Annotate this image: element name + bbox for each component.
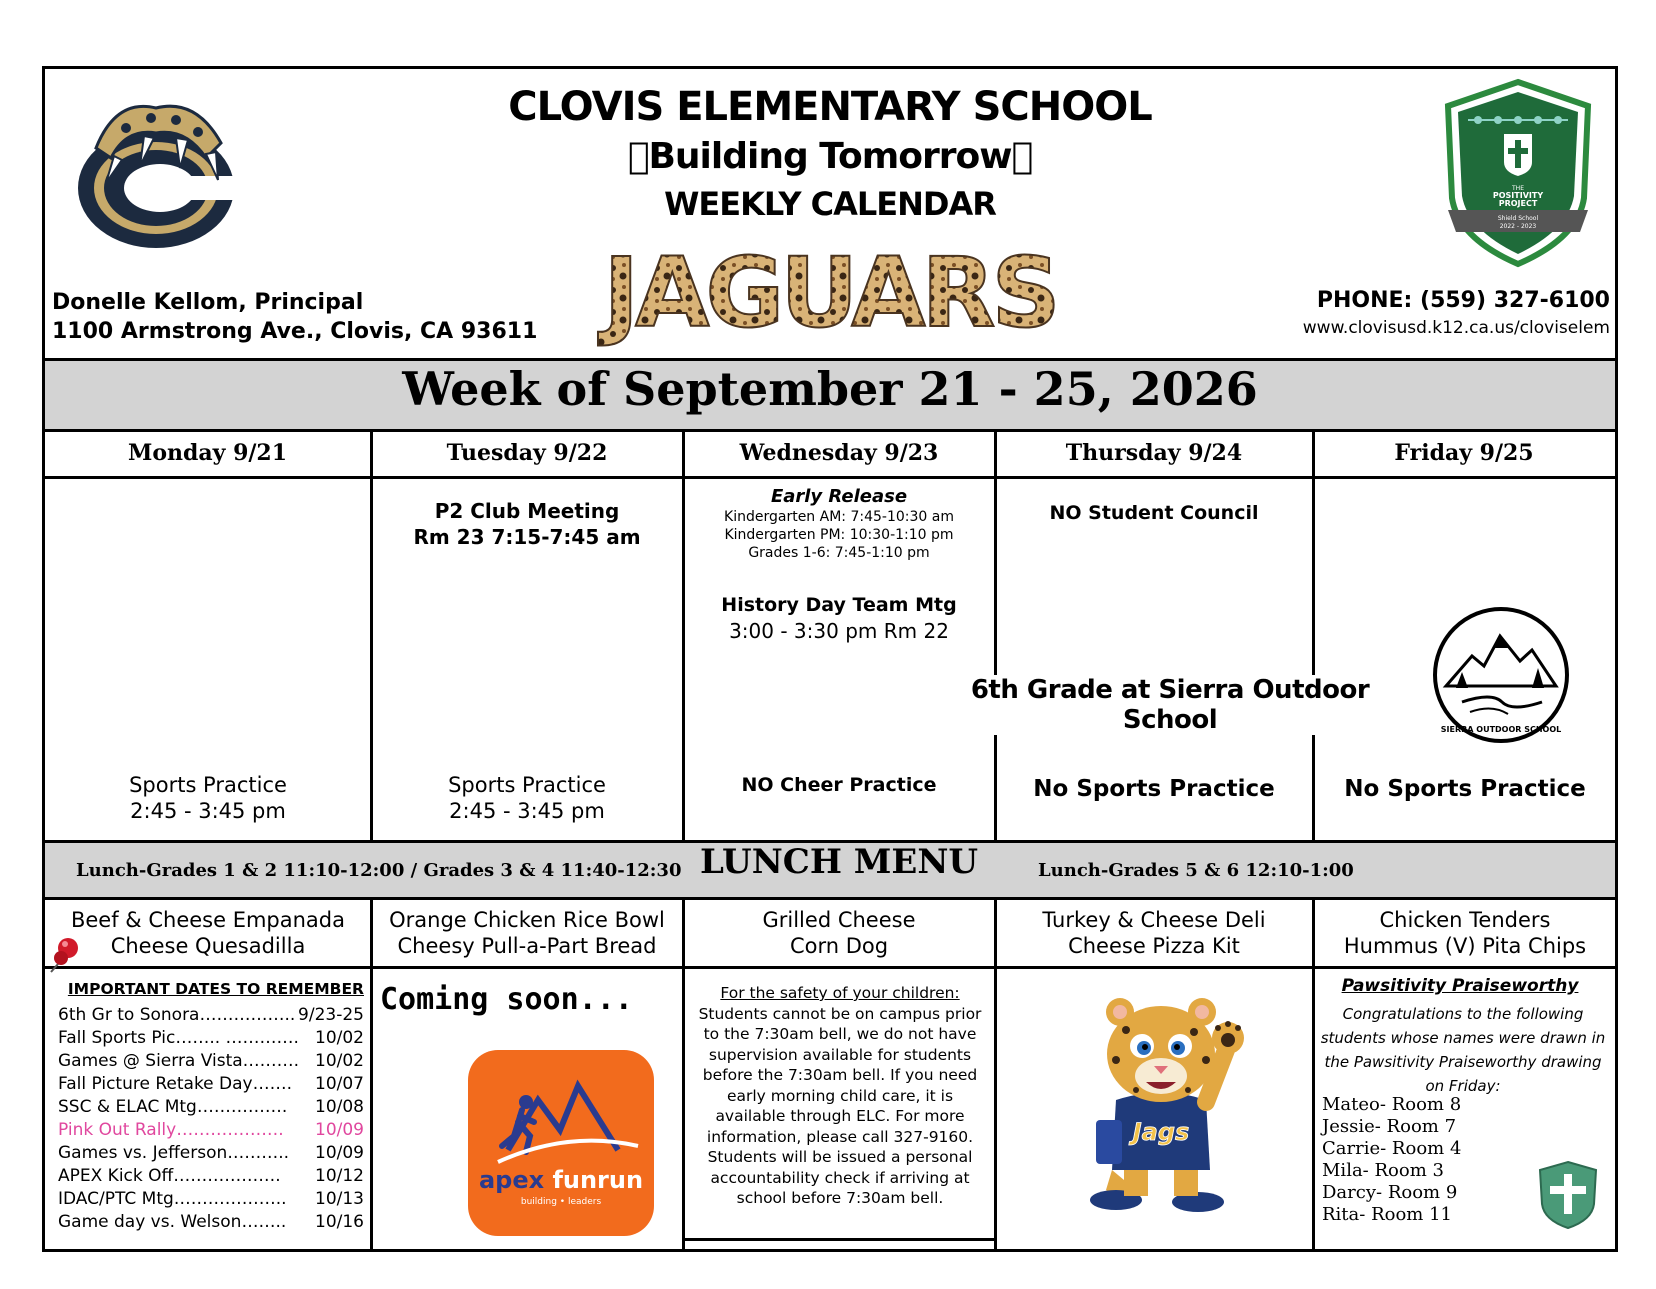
tuesday-club-room: Rm 23 7:15-7:45 am: [413, 525, 641, 549]
calendar-title: WEEKLY CALENDAR: [664, 185, 996, 223]
svg-text:THE: THE: [1512, 185, 1524, 192]
wednesday-history-day: [686, 592, 992, 644]
divider: [370, 900, 373, 1252]
principal-name: Donelle Kellom, Principal: [52, 290, 364, 315]
divider: [994, 900, 997, 1252]
school-phone: PHONE: (559) 327-6100: [1316, 288, 1610, 313]
wednesday-early-release: [686, 486, 992, 562]
svg-text:SIERRA OUTDOOR SCHOOL: SIERRA OUTDOOR SCHOOL: [1440, 725, 1562, 734]
list-item: Rita- Room 11: [1322, 1204, 1452, 1225]
sierra-outdoor-school-logo-icon: [1432, 606, 1570, 744]
list-item: Darcy- Room 9: [1322, 1182, 1458, 1203]
svg-text:PROJECT: PROJECT: [1498, 199, 1538, 208]
menu-item: Orange Chicken Rice Bowl: [389, 908, 665, 932]
day-header-thursday: Thursday 9/24: [1065, 440, 1243, 466]
praise-intro: Congratulations to the following students whose names were drawn in the Pawsitivity Praiseworthy drawing on Friday:: [1320, 1005, 1606, 1095]
school-motto:  Building Tomorrow : [627, 136, 1033, 177]
important-dates-list: [58, 1004, 364, 1234]
principal-info: [52, 288, 537, 346]
lunch-times-right: Lunch-Grades 5 & 6 12:10-1:00: [1038, 860, 1354, 881]
divider: [994, 432, 997, 682]
divider: [1312, 900, 1315, 1252]
safety-note: [690, 983, 990, 1209]
svg-text:2022 - 2023: 2022 - 2023: [1499, 223, 1537, 230]
wednesday-cheer: NO Cheer Practice: [741, 774, 937, 796]
tuesday-sports-label: Sports Practice: [448, 773, 606, 797]
list-item: APEX Kick Off………………. 10/12: [58, 1166, 364, 1186]
list-item: Pink Out Rally………………. 10/09: [58, 1120, 364, 1140]
sierra-outdoor-banner: 6th Grade at Sierra Outdoor School: [920, 675, 1420, 735]
list-item: 6th Gr to Sonora…………….. 9/23-25: [58, 1005, 364, 1025]
day-header-wednesday: Wednesday 9/23: [739, 440, 939, 466]
positivity-shield-small-icon: [1536, 1160, 1600, 1230]
svg-text:Shield School: Shield School: [1497, 215, 1539, 222]
early-release-k-am: Kindergarten AM: 7:45-10:30 am: [724, 509, 954, 525]
svg-text:Jags: Jags: [1132, 1118, 1190, 1146]
day-header-tuesday: Tuesday 9/22: [446, 440, 608, 466]
early-release-grades: Grades 1-6: 7:45-1:10 pm: [748, 545, 930, 561]
list-item: IDAC/PTC Mtg……………….. 10/13: [58, 1189, 364, 1209]
menu-item: Corn Dog: [789, 934, 889, 958]
clovis-c-logo-icon: [66, 88, 246, 258]
list-item: Games @ Sierra Vista………. 10/02: [58, 1051, 364, 1071]
divider: [45, 476, 1615, 479]
menu-item: Grilled Cheese: [762, 908, 916, 932]
week-title: Week of September 21 - 25, 2026: [402, 362, 1258, 416]
tuesday-sports-time: 2:45 - 3:45 pm: [449, 799, 605, 823]
school-address: 1100 Armstrong Ave., Clovis, CA 93611: [52, 319, 538, 344]
early-release-k-pm: Kindergarten PM: 10:30-1:10 pm: [724, 527, 954, 543]
svg-text:POSITIVITY: POSITIVITY: [1492, 191, 1544, 200]
safety-body: Students cannot be on campus prior to the 7:30am bell, we do not have supervision available for students before the 7:30am bell. If you need early morning child care, it is available through ELC. For more information, please call 327-9160. Students will be issued a personal accountability check if arriving at school before 7:30am bell.: [698, 1004, 982, 1207]
menu-friday: [1316, 907, 1614, 959]
menu-monday: [48, 907, 368, 959]
positivity-project-shield-icon: [1438, 78, 1598, 268]
svg-text:apex funrun: apex funrun: [478, 1166, 644, 1194]
divider: [682, 900, 685, 1252]
important-dates-title: IMPORTANT DATES TO REMEMBER: [67, 980, 364, 998]
divider: [682, 432, 685, 840]
jaguar-mascot-icon: [1076, 990, 1246, 1220]
monday-sports-label: Sports Practice: [129, 773, 287, 797]
tuesday-sports: [374, 772, 680, 824]
list-item: Mila- Room 3: [1322, 1160, 1444, 1181]
apex-fun-run-logo-icon: [468, 1050, 654, 1236]
thursday-council: NO Student Council: [1049, 502, 1259, 524]
school-website-link[interactable]: www.clovisusd.k12.ca.us/cloviselem: [1302, 318, 1610, 338]
divider: [45, 966, 1615, 969]
tuesday-club: [374, 498, 680, 550]
menu-tuesday: [374, 907, 680, 959]
lunch-menu-title: LUNCH MENU: [700, 842, 979, 882]
list-item: Mateo- Room 8: [1322, 1094, 1462, 1115]
coming-soon-text: Coming soon...: [380, 982, 633, 1017]
school-name: CLOVIS ELEMENTARY SCHOOL: [508, 84, 1152, 130]
list-item: SSC & ELAC Mtg……………. 10/08: [58, 1097, 364, 1117]
history-day-label: History Day Team Mtg: [721, 594, 957, 616]
divider: [684, 1238, 994, 1241]
list-item: Game day vs. Welson…….. 10/16: [58, 1212, 364, 1232]
praise-title: Pawsitivity Praiseworthy: [1341, 976, 1579, 996]
divider: [1312, 432, 1315, 682]
menu-wednesday: [686, 907, 992, 959]
lunch-times-left: Lunch-Grades 1 & 2 11:10-12:00 / Grades 3 & 4 11:40-12:30: [76, 860, 682, 881]
menu-item: Chicken Tenders: [1379, 908, 1551, 932]
monday-sports-time: 2:45 - 3:45 pm: [130, 799, 286, 823]
day-header-monday: Monday 9/21: [127, 440, 288, 466]
safety-title: For the safety of your children:: [720, 984, 960, 1002]
day-header-friday: Friday 9/25: [1394, 440, 1534, 466]
menu-item: Beef & Cheese Empanada: [70, 908, 345, 932]
friday-sports: No Sports Practice: [1344, 776, 1586, 802]
divider: [370, 432, 373, 840]
tuesday-club-label: P2 Club Meeting: [434, 499, 620, 523]
early-release-title: Early Release: [770, 486, 908, 507]
menu-thursday: [998, 907, 1310, 959]
menu-item: Hummus (V) Pita Chips: [1343, 934, 1587, 958]
monday-sports: [48, 772, 368, 824]
list-item: Fall Picture Retake Day……. 10/07: [58, 1074, 364, 1094]
menu-item: Turkey & Cheese Deli: [1042, 908, 1266, 932]
svg-text:building • leaders: building • leaders: [520, 1197, 602, 1207]
praise-names: [1322, 1094, 1461, 1226]
list-item: Games vs. Jefferson……….. 10/09: [58, 1143, 364, 1163]
jaguars-wordmark: [603, 237, 1057, 349]
menu-item: Cheese Pizza Kit: [1068, 934, 1240, 958]
list-item: Carrie- Room 4: [1322, 1138, 1462, 1159]
history-day-time: 3:00 - 3:30 pm Rm 22: [729, 619, 949, 643]
list-item: Jessie- Room 7: [1322, 1116, 1457, 1137]
menu-item: Cheesy Pull-a-Part Bread: [397, 934, 657, 958]
thursday-sports: No Sports Practice: [1033, 776, 1275, 802]
list-item: Fall Sports Pic…….. …………. 10/02: [58, 1028, 364, 1048]
svg-text:JAGUARS: JAGUARS: [603, 237, 1057, 349]
menu-item: Cheese Quesadilla: [110, 934, 306, 958]
push-pin-icon: [48, 934, 84, 974]
